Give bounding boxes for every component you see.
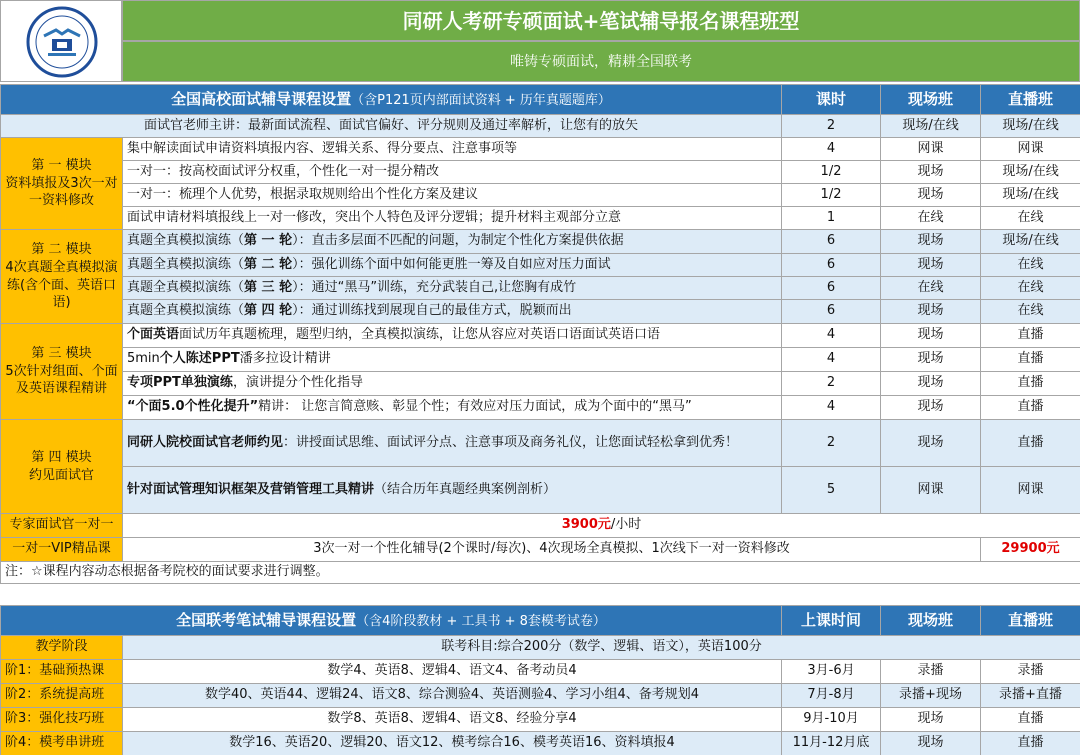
row-text: 真题全真模拟演练（第 三 轮）：通过“黑马”训练，充分武装自己,让您胸有成竹	[123, 277, 782, 300]
stage-name: 阶1：基础预热课	[1, 660, 123, 684]
table-row	[1, 467, 1080, 514]
table-row	[1, 300, 1080, 324]
row-text: 专项PPT单独演练，演讲提分个性化指导	[123, 372, 782, 396]
module-2-name: 第 二 模块	[31, 242, 92, 258]
table-row	[1, 254, 1080, 277]
module-2-cell	[1, 230, 123, 324]
row-live: 直播	[981, 420, 1080, 467]
row-hours: 5	[782, 467, 881, 514]
row-text: 个面英语面试历年真题梳理，题型归纳，全真模拟演练，让您从容应对英语口语面试英语口语	[123, 324, 782, 348]
row-text: 真题全真模拟演练（第 二 轮）：强化训练个面中如何能更胜一筹及自如应对压力面试	[123, 254, 782, 277]
stage-time: 9月-10月	[782, 708, 881, 732]
stage-content: 数学40、英语44、逻辑24、语文8、综合测验4、英语测验4、学习小组4、备考规划4	[123, 684, 782, 708]
table-row	[1, 732, 1080, 755]
row-live: 在线	[981, 277, 1080, 300]
row-hours: 6	[782, 230, 881, 254]
row-hours: 2	[782, 420, 881, 467]
row-live: 在线	[981, 254, 1080, 277]
page-title: 同研人考研专硕面试+笔试辅导报名课程班型	[122, 0, 1080, 41]
row-text: “个面5.0个性化提升”精讲： 让您言简意赅、彰显个性；有效应对压力面试，成为个面中的“黑马”	[123, 396, 782, 420]
row-text: 真题全真模拟演练（第 一 轮）：直击多层面不匹配的问题，为制定个性化方案提供依据	[123, 230, 782, 254]
stage-content: 数学8、英语8、逻辑4、语文8、经验分享4	[123, 708, 782, 732]
col-time: 上课时间	[782, 606, 881, 636]
vip-desc: 3次一对一个性化辅导(2个课时/每次)、4次现场全真模拟、1次线下一对一资料修改	[123, 538, 981, 562]
stage-name: 阶3：强化技巧班	[1, 708, 123, 732]
page-subtitle: 唯铸专硕面试，精耕全国联考	[122, 41, 1080, 82]
row-onsite: 网课	[881, 138, 981, 161]
module-3-desc: 5次针对组面、个面及英语课程精讲	[5, 363, 118, 397]
table-row	[1, 230, 1080, 254]
col-live: 直播班	[981, 85, 1080, 115]
stage-live: 直播	[981, 708, 1080, 732]
row-onsite: 现场	[881, 254, 981, 277]
row-hours: 4	[782, 348, 881, 372]
vip-label: 一对一VIP精品课	[1, 538, 123, 562]
row-live: 现场/在线	[981, 184, 1080, 207]
row-onsite: 现场	[881, 396, 981, 420]
module-4-cell	[1, 420, 123, 514]
module-4-desc: 约见面试官	[28, 467, 94, 483]
stage-content: 数学4、英语8、逻辑4、语文4、备考动员4	[123, 660, 782, 684]
logo-emblem-icon	[1, 1, 123, 83]
row-hours: 1/2	[782, 184, 881, 207]
row-hours: 4	[782, 396, 881, 420]
row-text: 同研人院校面试官老师约见：讲授面试思维、面试评分点、注意事项及商务礼仪，让您面试轻松拿到优秀！	[123, 420, 782, 467]
module-2-desc: 4次真题全真模拟演练(含个面、英语口语)	[5, 259, 118, 311]
row-hours: 6	[782, 300, 881, 324]
module-1-cell	[1, 138, 123, 230]
vip-row	[1, 538, 1080, 562]
written-table	[0, 605, 1080, 755]
row-onsite: 现场	[881, 184, 981, 207]
row-hours: 6	[782, 277, 881, 300]
intro-hours: 2	[782, 115, 881, 138]
row-live: 在线	[981, 300, 1080, 324]
logo-box	[0, 0, 122, 82]
table-row	[1, 161, 1080, 184]
stage-name: 阶2：系统提高班	[1, 684, 123, 708]
row-onsite: 现场	[881, 420, 981, 467]
expert-unit: /小时	[610, 517, 642, 533]
module-1-desc: 资料填报及3次一对一资料修改	[5, 175, 118, 209]
row-hours: 4	[782, 138, 881, 161]
table-row	[1, 396, 1080, 420]
table-row	[1, 420, 1080, 467]
expert-row	[1, 514, 1080, 538]
stage-onsite: 现场	[881, 708, 981, 732]
stage-live: 直播	[981, 732, 1080, 755]
stage-time: 7月-8月	[782, 684, 881, 708]
table-row	[1, 708, 1080, 732]
row-live: 在线	[981, 207, 1080, 230]
row-live: 直播	[981, 372, 1080, 396]
table-row	[1, 184, 1080, 207]
table-row	[1, 660, 1080, 684]
stage-live: 录播	[981, 660, 1080, 684]
table-row	[1, 207, 1080, 230]
intro-live: 现场/在线	[981, 115, 1080, 138]
stage-name: 阶4：模考串讲班	[1, 732, 123, 755]
table-row	[1, 348, 1080, 372]
table-row	[1, 372, 1080, 396]
row-live: 网课	[981, 467, 1080, 514]
subjects-text: 联考科目:综合200分（数学、逻辑、语文），英语100分	[123, 636, 1080, 660]
row-onsite: 在线	[881, 277, 981, 300]
subjects-row	[1, 636, 1080, 660]
row-text: 一对一：按高校面试评分权重，个性化一对一提分精改	[123, 161, 782, 184]
col-onsite: 现场班	[881, 85, 981, 115]
table-row	[1, 277, 1080, 300]
row-text: 针对面试管理知识框架及营销管理工具精讲（结合历年真题经典案例剖析）	[123, 467, 782, 514]
row-hours: 1	[782, 207, 881, 230]
stage-onsite: 录播+现场	[881, 684, 981, 708]
module-1-name: 第 一 模块	[31, 158, 92, 174]
table-row	[1, 138, 1080, 161]
note-row	[1, 562, 1080, 584]
row-onsite: 现场	[881, 324, 981, 348]
row-onsite: 现场	[881, 300, 981, 324]
col-hours: 课时	[782, 85, 881, 115]
expert-label: 专家面试官一对一	[1, 514, 123, 538]
module-3-name: 第 三 模块	[31, 346, 92, 362]
col-live: 直播班	[981, 606, 1080, 636]
stage-content: 数学16、英语20、逻辑20、语文12、模考综合16、模考英语16、资料填报4	[123, 732, 782, 755]
row-live: 现场/在线	[981, 161, 1080, 184]
table-row	[1, 324, 1080, 348]
stage-label: 教学阶段	[1, 636, 123, 660]
expert-price: 3900元	[561, 517, 611, 533]
row-live: 直播	[981, 396, 1080, 420]
row-live: 现场/在线	[981, 230, 1080, 254]
row-live: 直播	[981, 348, 1080, 372]
module-3-cell	[1, 324, 123, 420]
note-text: 注：☆课程内容动态根据备考院校的面试要求进行调整。	[1, 562, 1080, 584]
interview-title: 全国高校面试辅导课程设置（含P121页内部面试资料 + 历年真题题库）	[1, 85, 782, 115]
table-row	[1, 684, 1080, 708]
intro-onsite: 现场/在线	[881, 115, 981, 138]
stage-time: 3月-6月	[782, 660, 881, 684]
interview-header-row	[1, 85, 1080, 115]
row-text: 面试申请材料填报线上一对一修改，突出个人特色及评分逻辑；提升材料主观部分立意	[123, 207, 782, 230]
row-onsite: 现场	[881, 348, 981, 372]
row-onsite: 现场	[881, 161, 981, 184]
row-text: 集中解读面试申请资料填报内容、逻辑关系、得分要点、注意事项等	[123, 138, 782, 161]
row-text: 一对一：梳理个人优势，根据录取规则给出个性化方案及建议	[123, 184, 782, 207]
written-title: 全国联考笔试辅导课程设置（含4阶段教材 + 工具书 + 8套模考试卷）	[1, 606, 782, 636]
interview-table	[0, 84, 1080, 584]
row-text: 真题全真模拟演练（第 四 轮）：通过训练找到展现自己的最佳方式，脱颖而出	[123, 300, 782, 324]
row-onsite: 网课	[881, 467, 981, 514]
intro-row	[1, 115, 1080, 138]
stage-onsite: 现场	[881, 732, 981, 755]
vip-price: 29900元	[981, 538, 1080, 562]
row-live: 网课	[981, 138, 1080, 161]
row-hours: 1/2	[782, 161, 881, 184]
intro-text: 面试官老师主讲：最新面试流程、面试官偏好、评分规则及通过率解析，让您有的放矢	[1, 115, 782, 138]
row-hours: 4	[782, 324, 881, 348]
row-hours: 2	[782, 372, 881, 396]
row-onsite: 现场	[881, 230, 981, 254]
row-onsite: 在线	[881, 207, 981, 230]
stage-live: 录播+直播	[981, 684, 1080, 708]
module-4-name: 第 四 模块	[31, 449, 92, 465]
row-text: 5min个人陈述PPT潘多拉设计精讲	[123, 348, 782, 372]
row-hours: 6	[782, 254, 881, 277]
written-header-row	[1, 606, 1080, 636]
row-onsite: 现场	[881, 372, 981, 396]
expert-price-cell	[123, 514, 1080, 538]
row-live: 直播	[981, 324, 1080, 348]
col-onsite: 现场班	[881, 606, 981, 636]
stage-onsite: 录播	[881, 660, 981, 684]
stage-time: 11月-12月底	[782, 732, 881, 755]
